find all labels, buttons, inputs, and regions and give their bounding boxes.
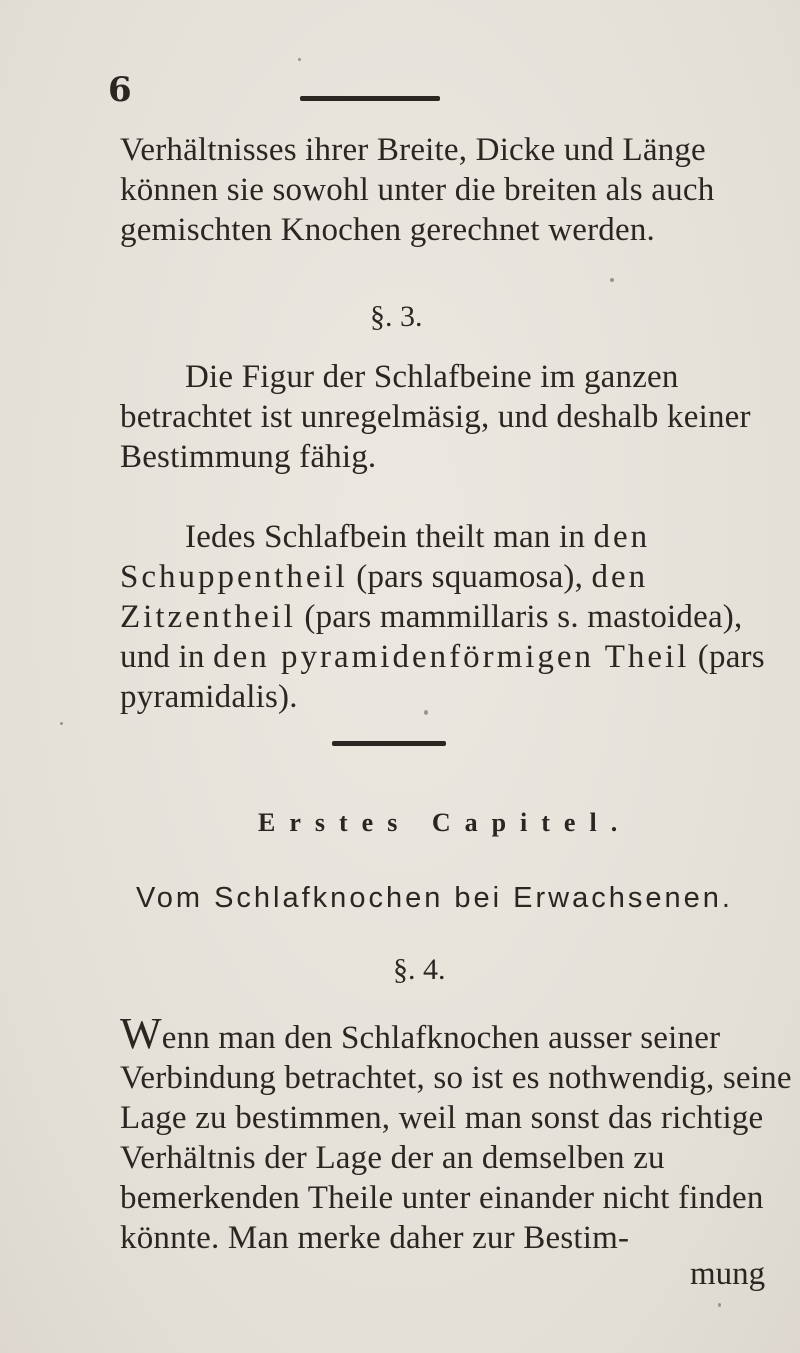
section-4-heading: §. 4. [393, 953, 446, 986]
paragraph-3-text: Iedes Schlafbein theilt man in [185, 519, 594, 555]
paragraph-3 [120, 517, 800, 717]
paper-speck [718, 1303, 721, 1307]
paragraph-1: Verhältnisses ihrer Breite, Dicke und Länge können sie sowohl unter die breiten als auch gemischten Knochen gerechnet werden. [120, 132, 715, 248]
paragraph-3-text: (pars mammillaris s. mastoidea), und in [120, 599, 743, 675]
paper-speck [610, 278, 614, 282]
paper-speck [298, 58, 301, 61]
term-zitzentheil: den Zitzentheil [120, 559, 649, 635]
drop-cap: W [120, 1009, 162, 1058]
paper-speck [424, 710, 428, 715]
section-divider [332, 741, 446, 746]
paragraph-3-text: (pars squamosa), [347, 559, 592, 595]
paragraph-4 [120, 1009, 800, 1258]
paragraph-2: Die Figur der Schlafbeine im ganzen betrachtet ist unregelmäsig, und deshalb keiner Bestimmung fähig. [120, 359, 751, 475]
paper-speck [60, 722, 63, 725]
section-3-heading: §. 3. [370, 300, 423, 333]
term-schuppentheil: den Schuppentheil [120, 519, 651, 595]
header-rule [300, 96, 440, 101]
chapter-subtitle: Vom Schlafknochen bei Erwachsenen. [136, 882, 733, 914]
catchword-line: mung [690, 1256, 766, 1292]
paragraph-3-text: (pars pyramidalis). [120, 639, 765, 715]
chapter-title: Erstes Capitel. [258, 808, 632, 837]
term-pyramidenfoermiger-theil: den pyramidenförmigen Theil [213, 639, 690, 675]
paragraph-4-text: enn man den Schlafknochen ausser seiner Verbindung betrachtet, so ist es nothwendig, seine Lage zu bestimmen, weil man sonst das richtige Verhältnis der Lage der an demselben zu bemerkenden Theile unter einander nicht finden könnte. Man merke daher zur Bestim- [120, 1020, 792, 1256]
page-number: 6 [108, 70, 132, 110]
